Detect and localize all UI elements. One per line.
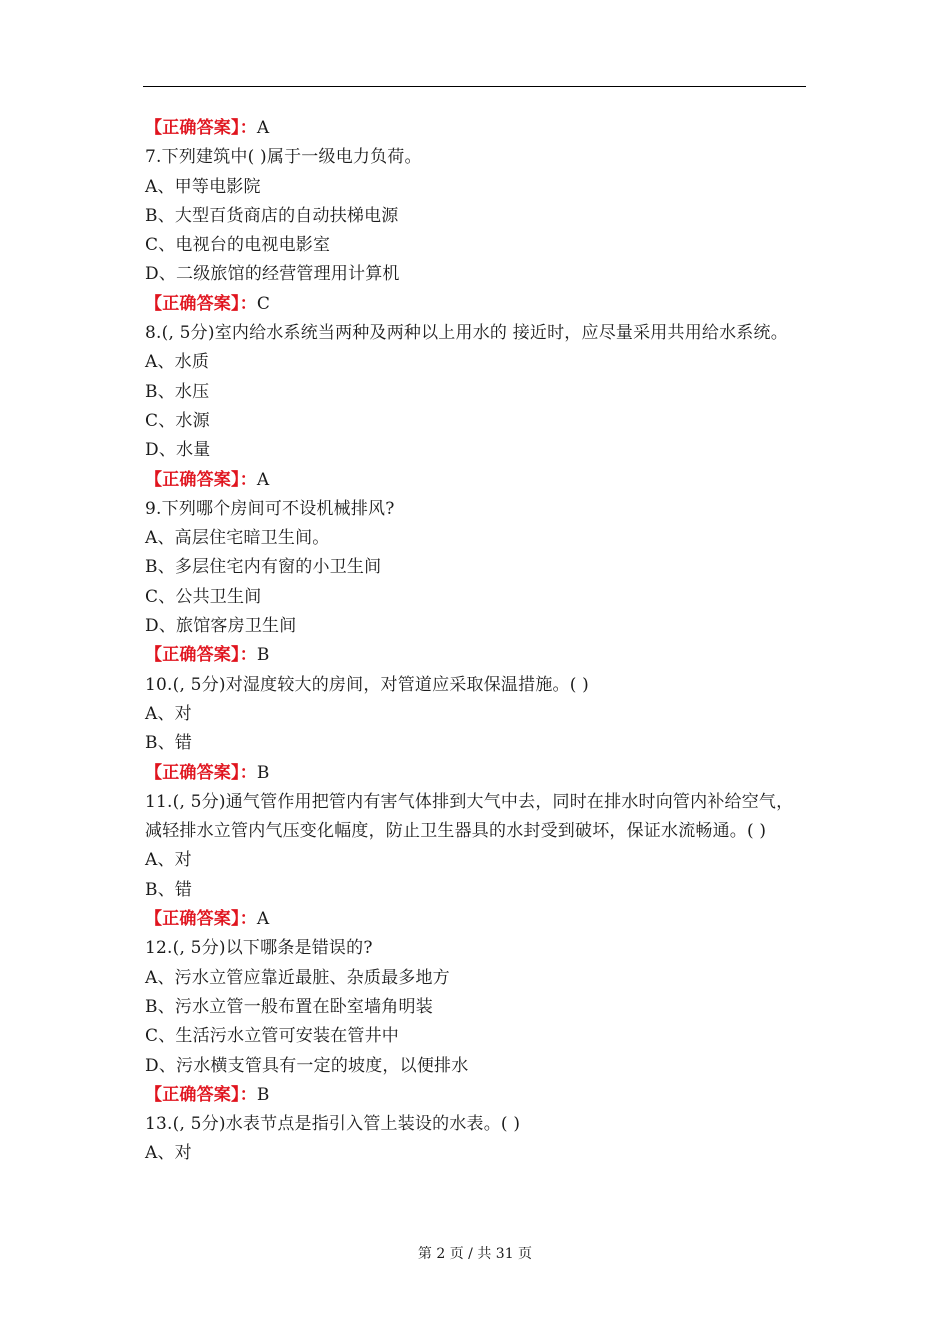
option: C、电视台的电视电影室 (145, 235, 331, 256)
answer-label: 【正确答案】： (145, 762, 257, 783)
option: B、大型百货商店的自动扶梯电源 (145, 205, 399, 226)
option: A、污水立管应靠近最脏、杂质最多地方 (145, 967, 450, 988)
answer-label: 【正确答案】： (145, 293, 257, 314)
answer-value: A (256, 118, 270, 138)
option: D、旅馆客房卫生间 (145, 616, 297, 637)
option: A、高层住宅暗卫生间。 (145, 528, 330, 549)
question-12: 12.(, 5分)以下哪条是错误的? (145, 938, 373, 959)
answer-line (145, 1081, 805, 1110)
option: A、对 (145, 850, 192, 871)
answer-value: C (256, 293, 271, 314)
answer-value: B (256, 645, 270, 666)
answer-label: 【正确答案】： (145, 469, 257, 490)
answer-label: 【正确答案】： (145, 1084, 257, 1105)
option: A、水质 (145, 352, 210, 373)
option: B、错 (145, 879, 193, 900)
option: B、水压 (145, 381, 210, 402)
answer-line (145, 759, 805, 788)
answer-line (145, 114, 805, 143)
option: B、错 (145, 733, 193, 754)
answer-value: A (256, 909, 270, 930)
option: B、污水立管一般布置在卧室墙角明装 (145, 996, 433, 1017)
answer-line (145, 290, 805, 319)
option: A、甲等电影院 (145, 176, 261, 197)
header-rule (143, 86, 806, 87)
answer-label: 【正确答案】： (145, 118, 257, 138)
option: A、对 (145, 1143, 192, 1164)
option: A、对 (145, 703, 192, 724)
answer-line (145, 466, 805, 495)
answer-value: B (256, 1084, 270, 1105)
page-footer: 第 2 页 / 共 31 页 (417, 1246, 533, 1262)
option: D、污水横支管具有一定的坡度，以便排水 (145, 1055, 469, 1076)
option: C、生活污水立管可安装在管井中 (145, 1026, 400, 1047)
answer-line (145, 905, 805, 934)
question-11: 11.(, 5分)通气管作用把管内有害气体排到大气中去，同时在排水时向管内补给空气，减轻排水立管内气压变化幅度，防止卫生器具的水封受到破坏，保证水流畅通。( ) (145, 791, 794, 842)
option: D、水量 (145, 440, 211, 461)
option: B、多层住宅内有窗的小卫生间 (145, 557, 382, 578)
question-7: 7.下列建筑中( )属于一级电力负荷。 (145, 147, 422, 168)
question-8: 8.(, 5分)室内给水系统当两种及两种以上用水的 接近时，应尽量采用共用给水系统。 (145, 323, 788, 344)
page-content (145, 114, 805, 1169)
answer-value: A (256, 469, 270, 490)
option: D、二级旅馆的经营管理用计算机 (145, 264, 400, 285)
option: C、水源 (145, 410, 210, 431)
question-9: 9.下列哪个房间可不设机械排风? (145, 498, 395, 519)
answer-label: 【正确答案】： (145, 909, 257, 930)
option: C、公共卫生间 (145, 586, 262, 607)
question-10: 10.(, 5分)对湿度较大的房间，对管道应采取保温措施。( ) (145, 674, 589, 695)
question-13: 13.(, 5分)水表节点是指引入管上装设的水表。( ) (145, 1114, 521, 1135)
answer-line (145, 641, 805, 670)
answer-value: B (256, 762, 270, 783)
answer-label: 【正确答案】： (145, 645, 257, 666)
